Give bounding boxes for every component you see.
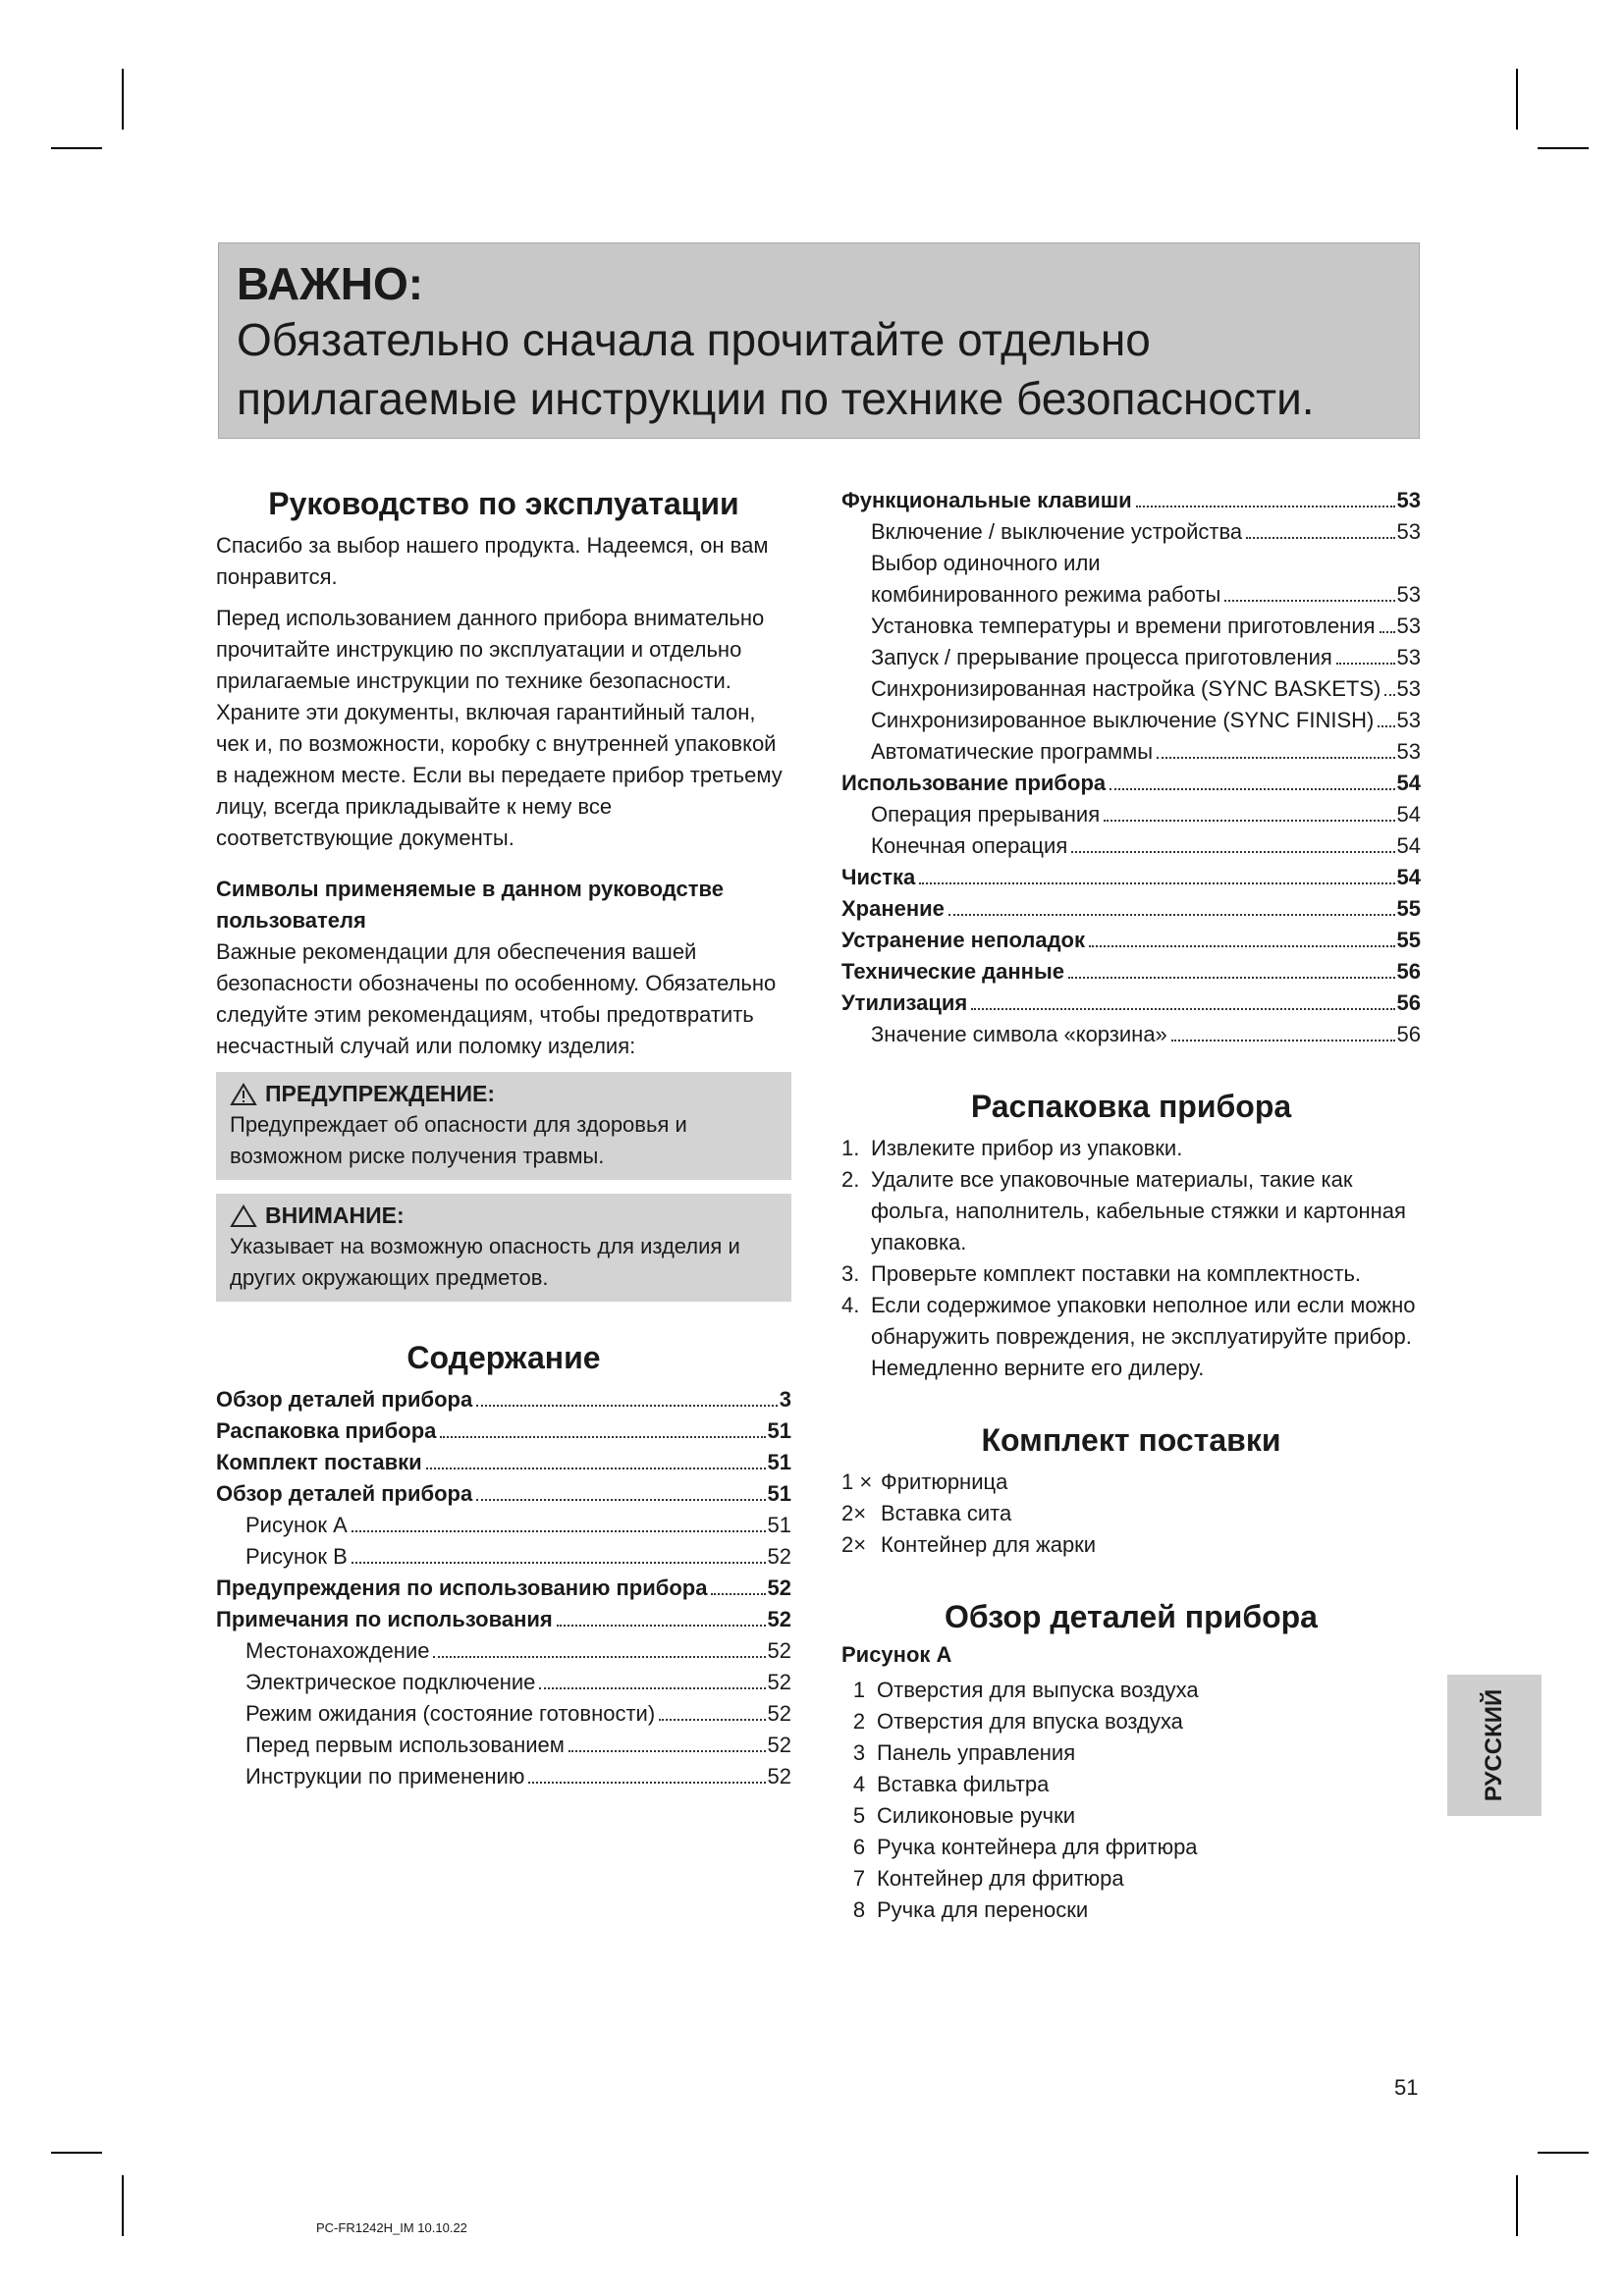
toc-entry[interactable]: Предупреждения по использованию прибора 52 bbox=[216, 1575, 791, 1600]
toc-entry[interactable]: Функциональные клавиши 53 bbox=[841, 488, 1421, 512]
list-item: 2 Отверстия для впуска воздуха bbox=[852, 1709, 1183, 1734]
toc-entry[interactable]: Синхронизированная настройка (SYNC BASKETS) 53 bbox=[871, 676, 1421, 701]
toc-entry[interactable]: Значение символа «корзина» 56 bbox=[871, 1022, 1421, 1046]
kit-list bbox=[841, 1467, 1421, 1561]
crop-mark bbox=[1538, 147, 1589, 149]
toc-entry[interactable]: Местонахождение 52 bbox=[245, 1638, 791, 1663]
instructions-paragraph: Перед использованием данного прибора внимательно прочитайте инструкцию по эксплуатации и отдельно прилагаемые инструкции по технике безопасности. Храните эти документы, включая гарантийный талон, чек и, по возможности, коробку с внутренней упаковкой в надежном месте. Если вы передаете прибор третьему лицу, всегда прикладывайте к нему все соответствующие документы. bbox=[216, 606, 783, 850]
toc-entry-continued: Выбор одиночного или bbox=[871, 551, 1101, 575]
page-number: 51 bbox=[1394, 2075, 1419, 2100]
list-item: 2× Вставка сита bbox=[841, 1501, 1012, 1525]
toc-entry[interactable]: Конечная операция 54 bbox=[871, 833, 1421, 858]
list-item: 1 × Фритюрница bbox=[841, 1469, 1008, 1494]
toc-entry[interactable]: Устранение неполадок 55 bbox=[841, 928, 1421, 952]
toc-entry[interactable]: Электрическое подключение 52 bbox=[245, 1670, 791, 1694]
toc-entry[interactable]: Включение / выключение устройства 53 bbox=[871, 519, 1421, 544]
warning-text: Предупреждает об опасности для здоровья и возможном риске получения травмы. bbox=[230, 1112, 687, 1168]
unpacking-heading: Распаковка прибора bbox=[970, 1089, 1292, 1124]
important-banner bbox=[218, 242, 1420, 439]
caution-label: ВНИМАНИЕ: bbox=[265, 1202, 405, 1228]
contents-list-right bbox=[841, 485, 1421, 1050]
list-item: 3 Панель управления bbox=[852, 1740, 1076, 1765]
toc-entry[interactable]: Утилизация 56 bbox=[841, 990, 1421, 1015]
toc-entry[interactable]: Технические данные 56 bbox=[841, 959, 1421, 984]
list-item: 6 Ручка контейнера для фритюра bbox=[852, 1835, 1198, 1859]
kit-heading: Комплект поставки bbox=[981, 1422, 1281, 1458]
toc-entry[interactable]: Операция прерывания 54 bbox=[871, 802, 1421, 827]
parts-list bbox=[841, 1675, 1421, 1926]
toc-entry[interactable]: Рисунок В 52 bbox=[245, 1544, 791, 1569]
list-item: 8 Ручка для переноски bbox=[852, 1897, 1089, 1922]
toc-entry[interactable]: Распаковка прибора 51 bbox=[216, 1418, 791, 1443]
unpacking-steps bbox=[841, 1133, 1421, 1384]
list-item: 1. Извлеките прибор из упаковки. bbox=[841, 1136, 1183, 1160]
footer-code: PC-FR1242H_IM 10.10.22 bbox=[316, 2220, 467, 2235]
contents-list-left bbox=[216, 1384, 791, 1792]
list-item: 5 Силиконовые ручки bbox=[852, 1803, 1076, 1828]
toc-entry[interactable]: Хранение 55 bbox=[841, 896, 1421, 921]
contents-heading: Содержание bbox=[406, 1340, 601, 1375]
toc-entry[interactable]: Чистка 54 bbox=[841, 865, 1421, 889]
left-column bbox=[216, 481, 791, 1792]
toc-entry[interactable]: Обзор деталей прибора 3 bbox=[216, 1387, 791, 1412]
crop-mark bbox=[122, 2175, 124, 2236]
list-item: 7 Контейнер для фритюра bbox=[852, 1866, 1124, 1891]
list-item: 4. Если содержимое упаковки неполное или если можно обнаружить повреждения, не эксплуатируйте прибор. Немедленно верните его дилеру. bbox=[841, 1293, 1416, 1380]
crop-mark bbox=[122, 69, 124, 130]
warning-triangle-icon bbox=[230, 1083, 257, 1106]
intro-paragraph: Спасибо за выбор нашего продукта. Надеемся, он вам понравится. bbox=[216, 533, 769, 589]
language-tab bbox=[1447, 1675, 1542, 1816]
caution-text: Указывает на возможную опасность для изделия и других окружающих предметов. bbox=[230, 1234, 740, 1290]
toc-entry[interactable]: комбинированного режима работы 53 bbox=[871, 582, 1421, 607]
toc-entry[interactable]: Запуск / прерывание процесса приготовления 53 bbox=[871, 645, 1421, 669]
toc-entry[interactable]: Примечания по использования 52 bbox=[216, 1607, 791, 1631]
figure-label: Рисунок А bbox=[841, 1642, 952, 1667]
list-item: 1 Отверстия для выпуска воздуха bbox=[852, 1678, 1199, 1702]
toc-entry[interactable]: Установка температуры и времени приготовления 53 bbox=[871, 614, 1421, 638]
right-column bbox=[841, 481, 1421, 1926]
toc-entry[interactable]: Режим ожидания (состояние готовности) 52 bbox=[245, 1701, 791, 1726]
list-item: 3. Проверьте комплект поставки на комплектность. bbox=[841, 1261, 1362, 1286]
crop-mark bbox=[1516, 2175, 1518, 2236]
manual-heading: Руководство по эксплуатации bbox=[268, 486, 739, 521]
warning-box bbox=[216, 1072, 791, 1180]
list-item: 2. Удалите все упаковочные материалы, такие как фольга, наполнитель, кабельные стяжки и картонная упаковка. bbox=[841, 1167, 1406, 1255]
warning-label: ПРЕДУПРЕЖДЕНИЕ: bbox=[265, 1081, 496, 1106]
list-item: 2× Контейнер для жарки bbox=[841, 1532, 1097, 1557]
banner-title: ВАЖНО: bbox=[237, 258, 424, 309]
crop-mark bbox=[1538, 2152, 1589, 2154]
toc-entry[interactable]: Перед первым использованием 52 bbox=[245, 1733, 791, 1757]
toc-entry[interactable]: Обзор деталей прибора 51 bbox=[216, 1481, 791, 1506]
crop-mark bbox=[51, 147, 102, 149]
crop-mark bbox=[51, 2152, 102, 2154]
caution-triangle-icon bbox=[230, 1204, 257, 1228]
symbols-text: Важные рекомендации для обеспечения вашей безопасности обозначены по особенному. Обязательно следуйте этим рекомендациям, чтобы предотвратить несчастный случай или поломку изделия: bbox=[216, 939, 777, 1058]
toc-entry[interactable]: Синхронизированное выключение (SYNC FINISH) 53 bbox=[871, 708, 1421, 732]
toc-entry[interactable]: Комплект поставки 51 bbox=[216, 1450, 791, 1474]
banner-text: Обязательно сначала прочитайте отдельно прилагаемые инструкции по технике безопасности. bbox=[237, 314, 1315, 424]
list-item: 4 Вставка фильтра bbox=[852, 1772, 1050, 1796]
toc-entry[interactable]: Использование прибора 54 bbox=[841, 771, 1421, 795]
crop-mark bbox=[1516, 69, 1518, 130]
overview-heading: Обзор деталей прибора bbox=[945, 1599, 1318, 1634]
symbols-heading: Символы применяемые в данном руководстве пользователя bbox=[216, 877, 724, 933]
toc-entry[interactable]: Автоматические программы 53 bbox=[871, 739, 1421, 764]
language-tab-label: РУССКИЙ bbox=[1481, 1688, 1507, 1802]
toc-entry[interactable]: Рисунок А 51 bbox=[245, 1513, 791, 1537]
toc-entry[interactable]: Инструкции по применению 52 bbox=[245, 1764, 791, 1789]
caution-box bbox=[216, 1194, 791, 1302]
